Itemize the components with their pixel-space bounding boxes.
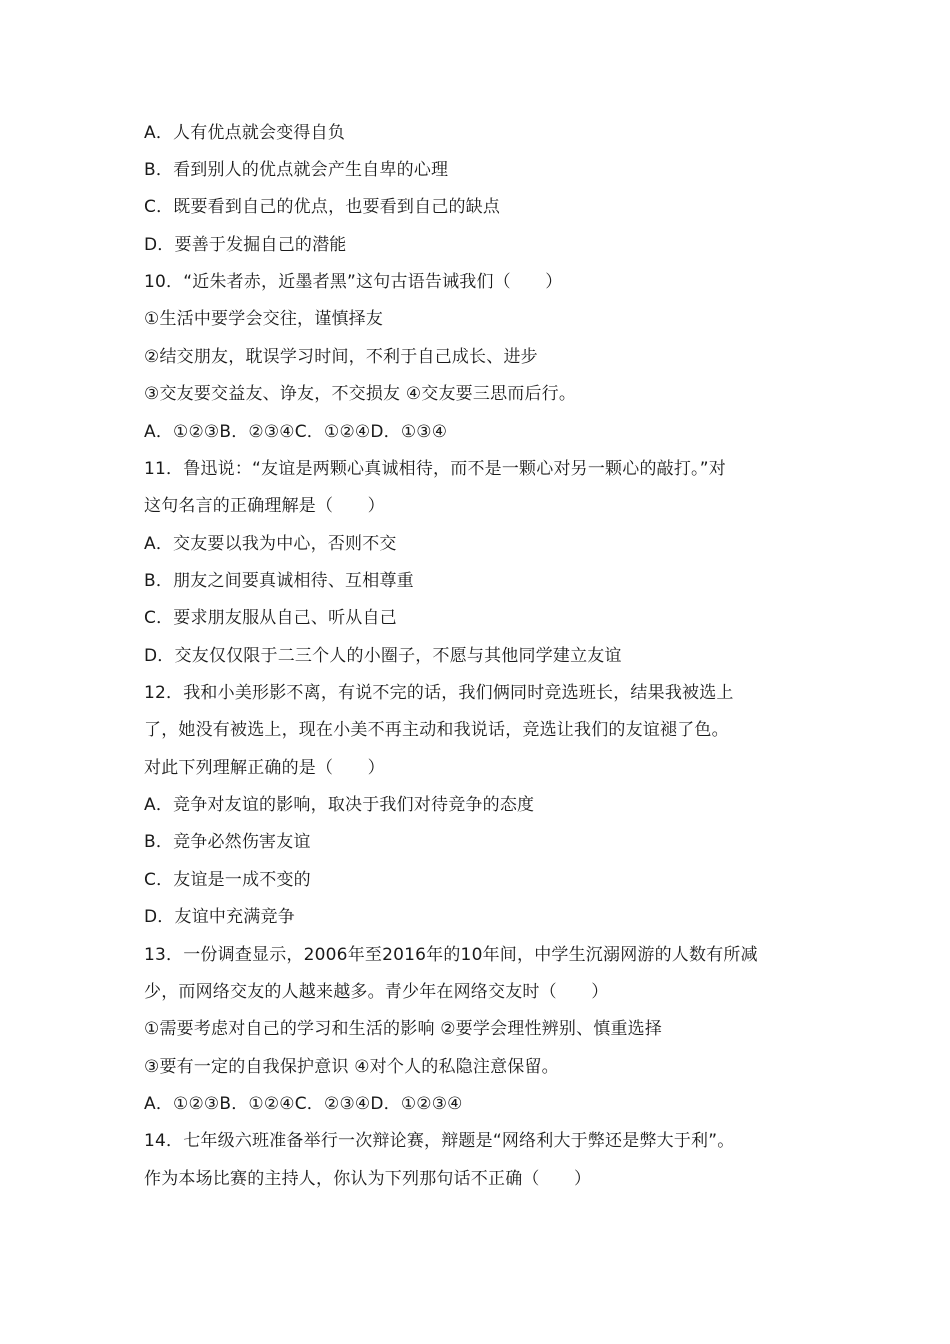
q13-options: A．①②③B．①②④C．②③④D．①②③④ [144, 1094, 463, 1114]
q13-statement-1-2: ①需要考虑对自己的学习和生活的影响 ②要学会理性辨别、慎重选择 [144, 1019, 663, 1039]
q11-option-c: C．要求朋友服从自己、听从自己 [144, 608, 397, 628]
q11-option-b: B．朋友之间要真诚相待、互相尊重 [144, 571, 414, 591]
q13-statement-3-4: ③要有一定的自我保护意识 ④对个人的私隐注意保留。 [144, 1057, 559, 1077]
q10-statement-1: ①生活中要学会交往，谨慎择友 [144, 309, 384, 329]
q9-option-d: D．要善于发掘自己的潜能 [144, 235, 347, 255]
q9-option-c: C．既要看到自己的优点，也要看到自己的缺点 [144, 197, 501, 217]
q14-stem-line-2: 作为本场比赛的主持人，你认为下列那句话不正确（ ） [144, 1169, 592, 1189]
q9-option-b: B．看到别人的优点就会产生自卑的心理 [144, 160, 449, 180]
q13-stem-line-2: 少，而网络交友的人越来越多。青少年在网络交友时（ ） [144, 982, 609, 1002]
q12-option-a: A．竞争对友谊的影响，取决于我们对待竞争的态度 [144, 795, 535, 815]
q12-option-c: C．友谊是一成不变的 [144, 870, 311, 890]
q12-stem-line-1: 12．我和小美形影不离，有说不完的话，我们俩同时竞选班长，结果我被选上 [144, 683, 734, 703]
q12-option-d: D．友谊中充满竞争 [144, 907, 295, 927]
q13-stem-line-1: 13．一份调查显示，2006年至2016年的10年间，中学生沉溺网游的人数有所减 [144, 945, 758, 965]
q12-option-b: B．竞争必然伤害友谊 [144, 832, 311, 852]
q10-statement-2: ②结交朋友，耽误学习时间，不利于自己成长、进步 [144, 347, 538, 367]
q10-options: A．①②③B．②③④C．①②④D．①③④ [144, 422, 448, 442]
q11-option-a: A．交友要以我为中心，否则不交 [144, 534, 397, 554]
q10-statement-3-4: ③交友要交益友、诤友，不交损友 ④交友要三思而后行。 [144, 384, 577, 404]
q11-stem-line-1: 11．鲁迅说：“友谊是两颗心真诚相待，而不是一颗心对另一颗心的敲打。”对 [144, 459, 726, 479]
q9-option-a: A．人有优点就会变得自负 [144, 123, 346, 143]
q11-option-d: D．交友仅仅限于二三个人的小圈子，不愿与其他同学建立友谊 [144, 646, 622, 666]
q12-stem-line-2: 了，她没有被选上，现在小美不再主动和我说话，竞选让我们的友谊褪了色。 [144, 720, 729, 740]
q12-stem-line-3: 对此下列理解正确的是（ ） [144, 758, 385, 778]
q14-stem-line-1: 14．七年级六班准备举行一次辩论赛，辩题是“网络利大于弊还是弊大于利”。 [144, 1131, 735, 1151]
q11-stem-line-2: 这句名言的正确理解是（ ） [144, 496, 385, 516]
q10-stem: 10．“近朱者赤，近墨者黑”这句古语告诫我们（ ） [144, 272, 563, 292]
